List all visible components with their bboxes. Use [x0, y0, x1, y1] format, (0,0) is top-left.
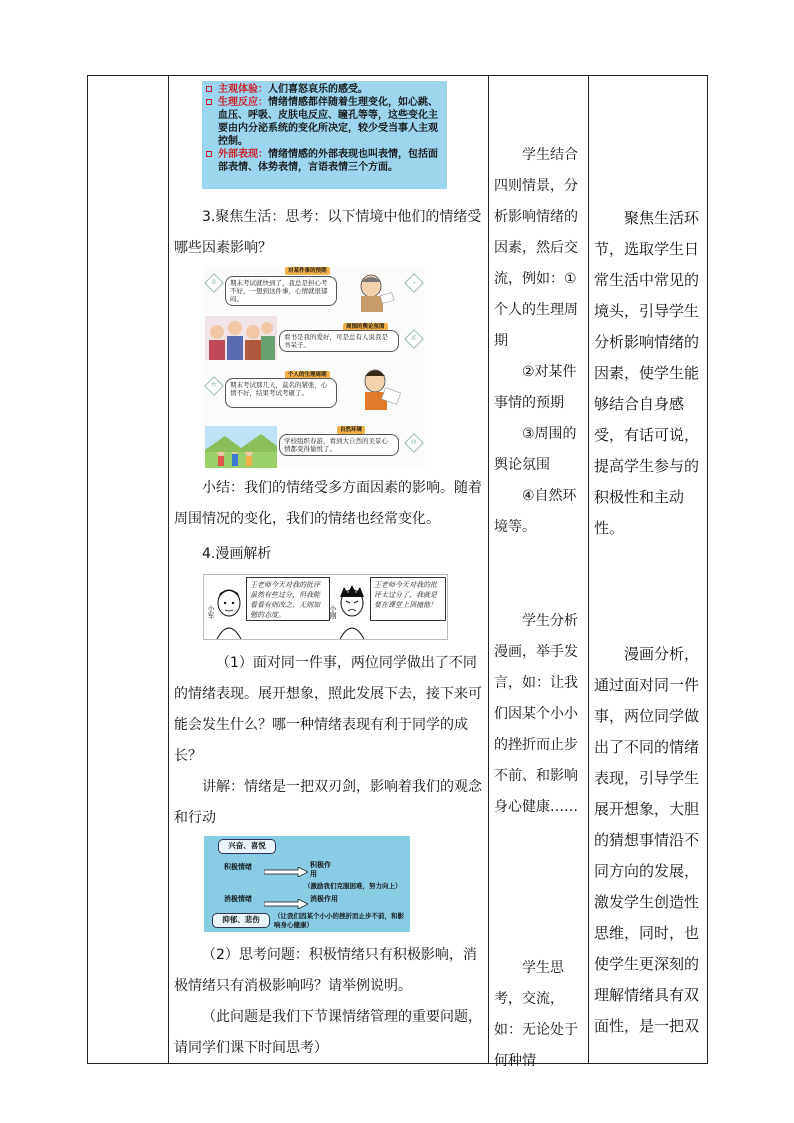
square-bullet-icon	[206, 86, 212, 92]
diagram-positive: 积极情绪	[224, 862, 252, 871]
activity-column-middle	[174, 473, 482, 570]
diagram-bottom-box: 抑郁、悲伤	[212, 913, 270, 928]
table-divider-1	[168, 75, 169, 1064]
side-marker: 壹	[204, 273, 224, 293]
diagram-top-box: 兴奋、喜悦	[218, 839, 276, 854]
scene-tag: 自然环境	[337, 426, 365, 434]
arrow-right-icon	[264, 862, 308, 872]
student-text-6: 学生思考，交流，如：无论处于何种情	[494, 960, 578, 1069]
table-divider-2	[488, 75, 489, 1064]
question-2: （2）思考问题：积极情绪只有积极影响，消极情绪只有消极影响吗？请举例说明。	[174, 947, 477, 994]
student-text-2: ②对某件事情的预期	[494, 364, 577, 411]
scene-bubble: 看书是我的爱好，可是总有人说我是书呆子。	[279, 330, 399, 352]
nervous-student-figure	[353, 366, 403, 410]
student-column-3	[494, 953, 586, 1077]
comic-left-name: 小军	[207, 605, 215, 619]
square-bullet-icon	[206, 151, 212, 157]
explanation-text: 讲解：情绪是一把双刃剑，影响着我们的观念和行动	[174, 779, 482, 826]
emotion-effect-diagram	[204, 836, 410, 932]
activity-column-lower	[174, 648, 482, 834]
side-marker: 贰	[404, 329, 424, 349]
diagram-negative: 消极情绪	[224, 894, 252, 903]
diagram-negative-effect: 消极作用	[310, 894, 338, 903]
comic-right-name: 小刚	[329, 605, 337, 619]
table-border-top	[87, 75, 708, 76]
intent-text-2: 漫画分析，通过面对同一件事，两位同学做出了不同的情绪表现，引导学生展开想象，大胆的猜想事情沿不同方向的发展，激发学生创造性思维，同时，也使学生更深刻的理解情绪具有双面性，是一把双	[594, 645, 700, 1035]
boy-left-figure	[214, 583, 244, 639]
student-text-3: ③周围的舆论氛围	[494, 426, 577, 473]
student-text-4: ④自然环境等。	[494, 488, 577, 535]
spring-outing-figure	[205, 426, 277, 468]
student-column	[494, 140, 586, 543]
comic-left-bubble: 王老师今天对我的批评虽然有些过分，但我能看看有则改之、无则加勉的态度。	[246, 577, 330, 621]
scene-tag: 周围的舆论氛围	[343, 323, 388, 331]
scene-tag: 个人的生理周期	[285, 371, 330, 379]
scene-tag: 对某件事的预期	[285, 267, 330, 275]
note-text: （此问题是我们下节课情绪管理的重要问题，请同学们课下时间思考）	[174, 1009, 482, 1056]
table-border-right	[707, 75, 708, 1064]
intent-column-2	[594, 639, 702, 1042]
side-marker: •	[404, 273, 424, 293]
arrow-right-icon	[264, 894, 308, 904]
student-text-5: 学生分析漫画，举手发言，如：让我们因某个小小的挫折而止步不前、和影响身心健康……	[494, 613, 578, 815]
scenario-figure	[203, 266, 425, 468]
emotion-info-box	[202, 81, 447, 189]
side-marker: 叁	[204, 376, 224, 396]
boy-right-figure	[336, 583, 368, 639]
student-column-2	[494, 606, 586, 823]
comic-right-bubble: 王老师今天对我的批评太过分了，我就是要在课堂上顶撞他！	[370, 577, 446, 621]
info-item: 外部表现：情绪情感的外部表现也叫表情，包括面部表情、体势表情，言语表情三个方面。	[206, 148, 443, 174]
scene-bubble: 学校组织春游，看到大自然的美景心情都变得愉悦了。	[279, 434, 399, 456]
scene-bubble: 期末考试那几天，莫名的紧张，心情不好，结果考试考砸了。	[225, 378, 337, 408]
side-marker: 肆	[404, 433, 424, 453]
section-3-title: 3.聚焦生活：思考：以下情境中他们的情绪受哪些因素影响？	[174, 209, 482, 256]
diagram-negative-desc: （让我们因某个小小的挫折而止步不前，和影响身心健康）	[274, 912, 404, 929]
section-4-title: 4.漫画解析	[202, 546, 272, 562]
scene-bubble: 期末考试就快到了，我总是担心考不好，一想到这件事，心情就很郁闷。	[225, 276, 337, 306]
question-1: （1）面对同一件事，两位同学做出了不同的情绪表现。展开想象，照此发展下去，接下来可能会发生什么？哪一种情绪表现有利于同学的成长？	[174, 655, 482, 764]
diagram-positive-effect: 积极作用	[310, 860, 331, 878]
intent-column	[594, 203, 702, 544]
diagram-positive-desc: （激励我们克服困难，努力向上）	[304, 882, 402, 890]
worried-teacher-figure	[351, 272, 395, 312]
info-item: 生理反应：情绪情感都伴随着生理变化，如心跳、血压、呼吸、皮肤电反应、瞳孔等等，这些变化主要由内分泌系统的变化所决定，较少受当事人主观控制。	[206, 96, 443, 148]
activity-column	[174, 202, 482, 264]
square-bullet-icon	[206, 99, 212, 105]
summary-text: 小结：我们的情绪受多方面因素的影响。随着周围情况的变化，我们的情绪也经常变化。	[174, 480, 482, 527]
table-divider-3	[588, 75, 589, 1064]
activity-column-bottom	[174, 940, 482, 1064]
comic-figure	[203, 574, 448, 640]
intent-text-1: 聚焦生活环节，选取学生日常生活中常见的境头，引导学生分析影响情绪的因素，使学生能够结合自身感受，有话可说，提高学生参与的积极性和主动性。	[594, 209, 700, 537]
student-text-1: 学生结合四则情景，分析影响情绪的因素，然后交流，例如：①个人的生理周期	[494, 147, 578, 349]
info-item: 主观体验：人们喜怒哀乐的感受。	[206, 83, 443, 96]
crowd-figure	[205, 316, 277, 360]
table-border-left	[87, 75, 88, 1064]
